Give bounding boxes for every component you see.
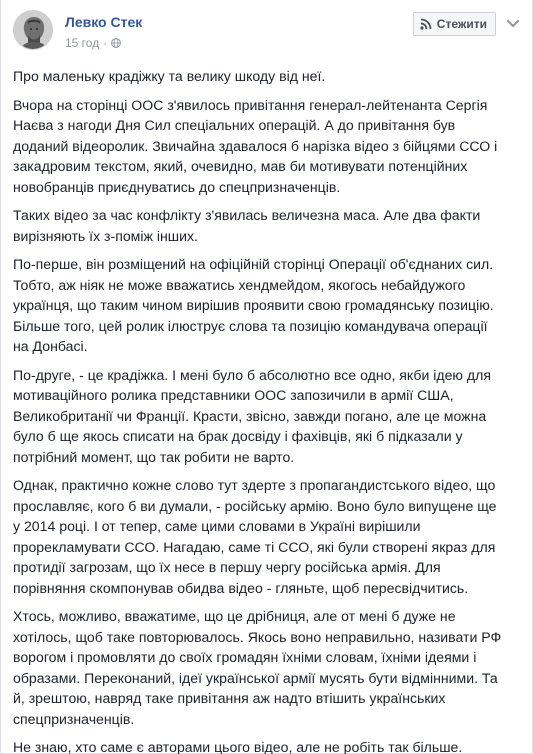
globe-icon[interactable] [111, 38, 121, 48]
post-text-line: мотиваційного ролика представники ООС запозичили в армії США, [13, 387, 454, 403]
post-text-line: спецпризначенців. [13, 710, 135, 727]
post-text-line: По-перше, він розміщений на офіційній сторінці Операції об'єднаних сил. [13, 256, 494, 272]
post-text-line: протидії загрозам, що їх несе в першу чергу російська армія. Для [13, 559, 441, 575]
post-paragraph [13, 66, 522, 87]
post-paragraph [13, 205, 522, 246]
post-text-line: прославляє, кого б ви думали, - російську армію. Воно було випущене ще [13, 497, 497, 514]
post-text [13, 66, 522, 754]
post-text-line: українця, що таким чином вирішив проявити свою громадянську позицію. [13, 297, 494, 313]
post-text-line: образами. Переконаний, ідеї української армії мусять бути відмінними. Та [13, 669, 498, 686]
post-text-line: По-друге, - це крадіжка. І мені було б абсолютно все одно, якби ідею для [13, 366, 491, 383]
post-text-line: було б ще якось списати на брак досвіду і фахівців, які б підказали у [13, 428, 463, 444]
meta-separator: · [103, 36, 108, 50]
post-text-line: хотілось, щоб таке повторювалось. Якось воно неправильно, називати РФ [13, 628, 502, 645]
post-timestamp[interactable]: 15 год [65, 36, 100, 50]
follow-button[interactable] [413, 12, 496, 36]
post-text-line: Тобто, аж ніяк не може вважатись хендмейдом, якогось небайдужого [13, 276, 466, 293]
post-text-line: порівняння скомпонував обидва відео - гляньте, щоб пересвідчитись. [13, 579, 469, 596]
post-text-line: Не знаю, хто саме є авторами цього відео, але не робіть так більше. [13, 739, 463, 754]
post-text-line: прорекламувати ССО. Нагадаю, саме ті ССО, які були створені якраз для [13, 538, 496, 555]
rss-icon [420, 18, 432, 30]
post-text-line: Більше того, цей ролик ілюструє слова та позицію командувача операції [13, 317, 488, 334]
post-text-line: Однак, практично кожне слово тут здерте з пропагандистського відео, що [13, 477, 496, 493]
post-text-line: закадровим текстом, який, очевидно, мав би мотивувати потенційних [13, 158, 468, 174]
post-text-line: й, зрештою, навряд таке привітання аж надто втішить українських [13, 690, 446, 706]
post-text-line: новобранців приєднуватись до спецпризначенців. [13, 178, 341, 195]
avatar-portrait-icon [14, 11, 53, 50]
post-text-line: Вчора на сторінці ООС з'явилось привітання генерал-лейтенанта Сергія [13, 96, 488, 113]
post-paragraph [13, 737, 522, 754]
post-text-line: у 2014 році. І от тепер, саме цими словами в Україні вирішили [13, 518, 421, 534]
post-text-line: вирізняють їх з-поміж інших. [13, 227, 198, 244]
post-header [13, 10, 522, 56]
follow-button-label: Стежити [436, 17, 487, 31]
author-name[interactable]: Левко Стек [65, 14, 143, 30]
post-text-line: Хтось, можливо, вважатиме, що це дрібниця, але от мені б дуже не [13, 608, 456, 624]
post-paragraph [13, 95, 522, 198]
post-text-line: Про маленьку крадіжку та велику шкоду від неї. [13, 68, 326, 84]
post-text-line: Таких відео за час конфлікту з'явилась величезна маса. Але два факти [13, 207, 481, 223]
post-paragraph [13, 254, 522, 357]
post-paragraph [13, 365, 522, 468]
post-meta [65, 36, 121, 50]
post-text-line: потрібний момент, що так робити не варто. [13, 448, 295, 465]
post-paragraph [13, 475, 522, 598]
avatar[interactable] [13, 10, 53, 50]
post-text-line: на Донбасі. [13, 338, 88, 354]
post-text-line: Великобританії чи Франції. Красти, звісно, завжди погано, але це можна [13, 407, 487, 424]
post-text-line: доданий відеоролик. Звичайна здавалося б нарізка відео з бійцями ССО і [13, 137, 498, 154]
chevron-down-icon[interactable] [504, 14, 522, 32]
post-paragraph [13, 606, 522, 729]
post-text-line: ворогом і промовляти до своїх громадян їхніми словам, їхніми ідеями і [13, 649, 477, 665]
post-text-line: Наєва з нагоди Дня Сил спеціальних операцій. А до привітання був [13, 117, 456, 133]
